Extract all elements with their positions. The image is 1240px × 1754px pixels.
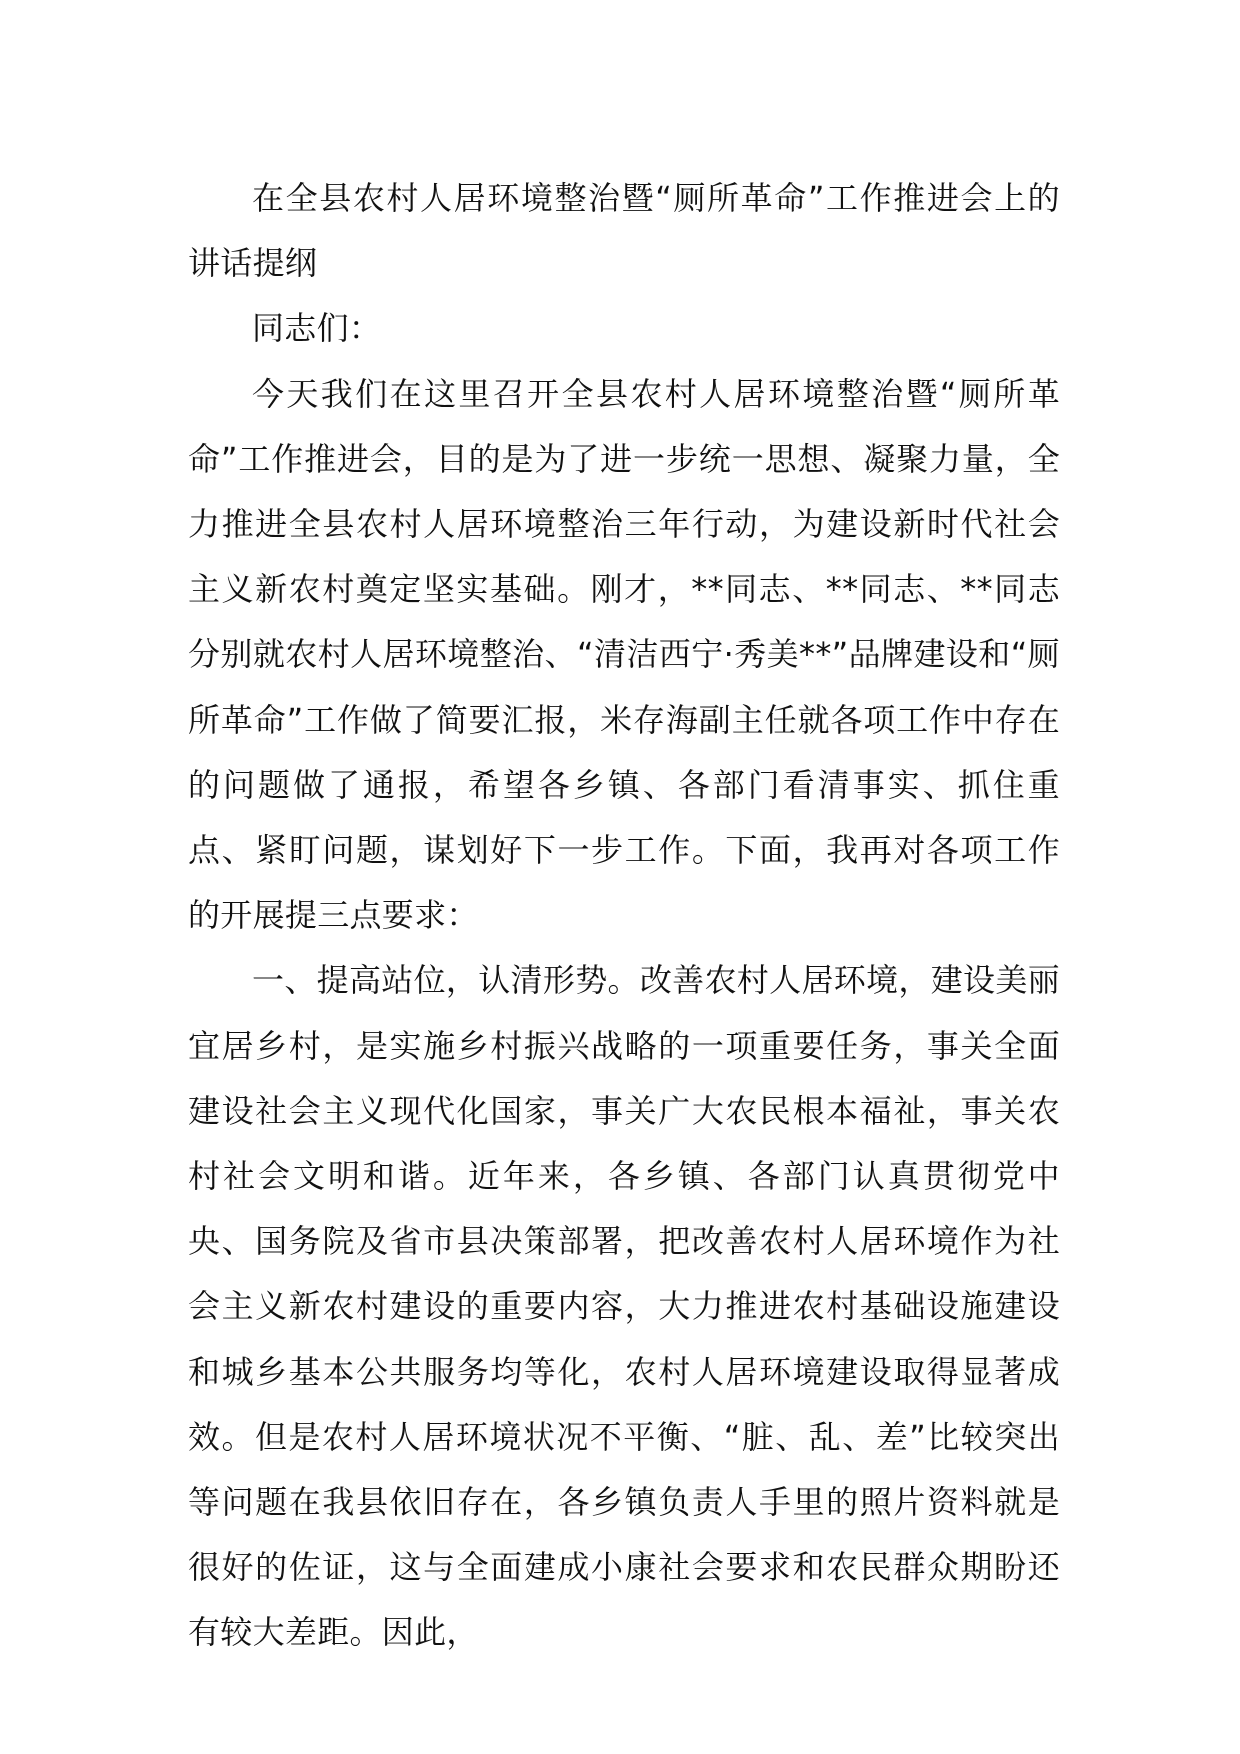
salutation: 同志们： (252, 309, 382, 348)
document-body (188, 166, 1060, 1666)
paragraph-intro: 今天我们在这里召开全县农村人居环境整治暨“厕所革命”工作推进会，目的是为了进一步统一思想、凝聚力量，全力推进全县农村人居环境整治三年行动，为建设新时代社会主义新农村奠定坚实基础。刚才，**同志、**同志、**同志分别就农村人居环境整治、“清洁西宁·秀美**”品牌建设和“厕所革命”工作做了简要汇报，米存海副主任就各项工作中存在的问题做了通报，希望各乡镇、各部门看清事实、抓住重点、紧盯问题，谋划好下一步工作。下面，我再对各项工作的开展提三点要求： (188, 374, 1060, 935)
document-title: 在全县农村人居环境整治暨“厕所革命”工作推进会上的讲话提纲 (188, 179, 1060, 283)
paragraph-section-one: 一、提高站位，认清形势。改善农村人居环境，建设美丽宜居乡村，是实施乡村振兴战略的一项重要任务，事关全面建设社会主义现代化国家，事关广大农民根本福祉，事关农村社会文明和谐。近年来，各乡镇、各部门认真贯彻党中央、国务院及省市县决策部署，把改善农村人居环境作为社会主义新农村建设的重要内容，大力推进农村基础设施建设和城乡基本公共服务均等化，农村人居环境建设取得显著成效。但是农村人居环境状况不平衡、“脏、乱、差”比较突出等问题在我县依旧存在，各乡镇负责人手里的照片资料就是很好的佐证，这与全面建成小康社会要求和农民群众期盼还有较大差距。因此， (188, 961, 1060, 1652)
